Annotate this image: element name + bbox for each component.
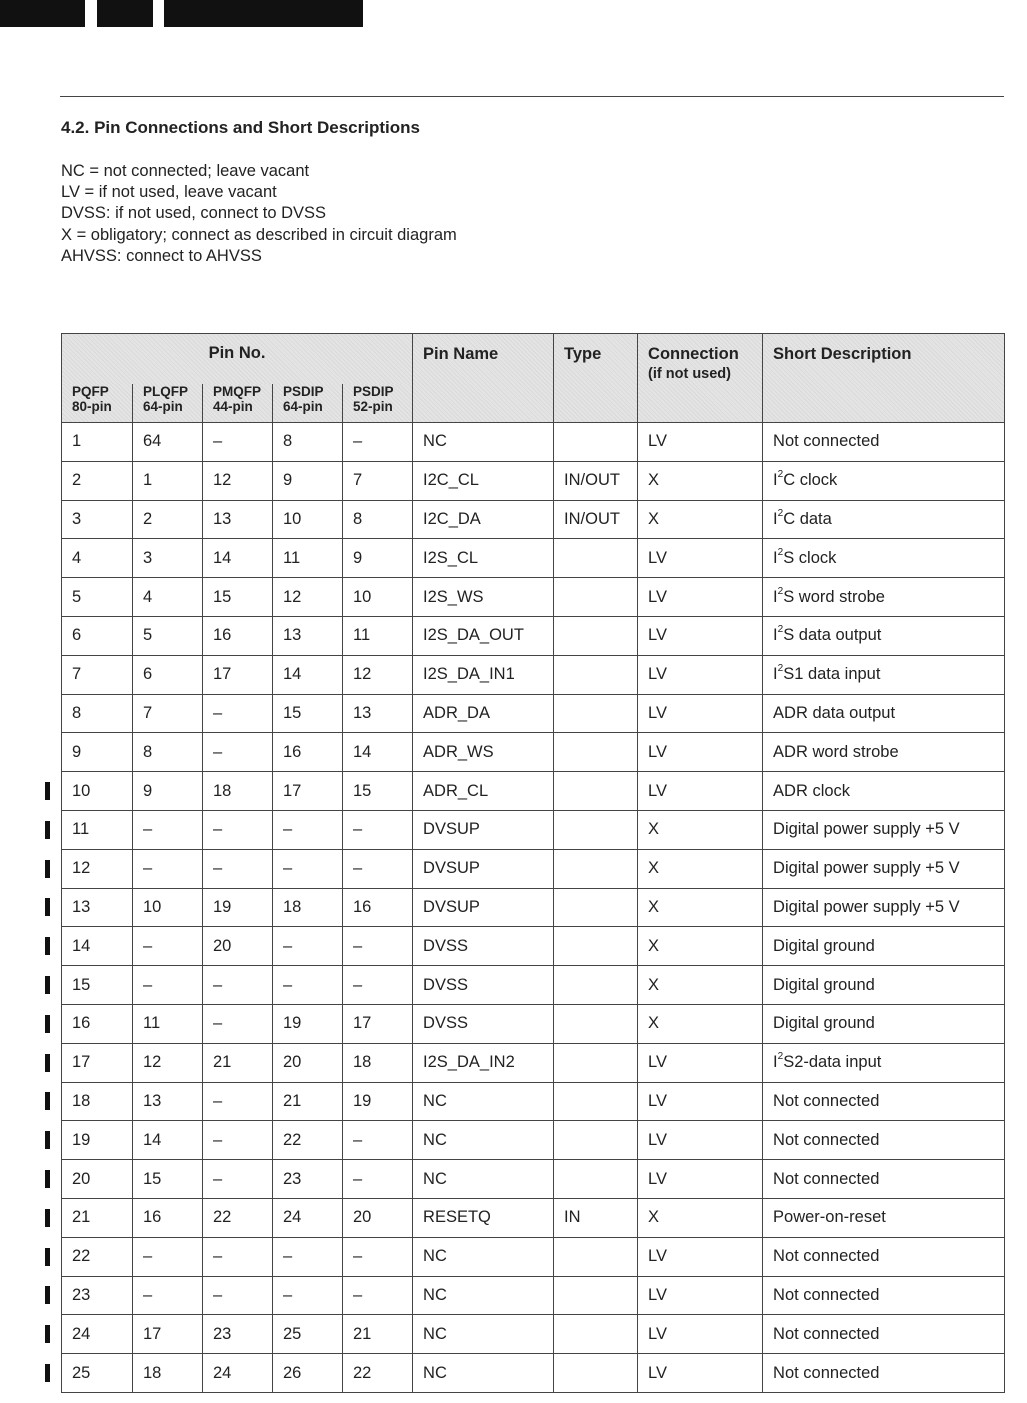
abbreviation-legend bbox=[61, 161, 457, 267]
change-bar bbox=[45, 1248, 50, 1266]
pin-pqfp80-cell: 1 bbox=[62, 423, 133, 462]
pin-name-cell: I2S_CL bbox=[413, 539, 554, 578]
pin-pmqfp44-cell: – bbox=[203, 1160, 273, 1199]
pin-name-cell: I2S_WS bbox=[413, 578, 554, 617]
package-header-psdip52: PSDIP 52-pin bbox=[343, 384, 413, 423]
pin-psdip52-cell: – bbox=[343, 849, 413, 888]
pin-plqfp64-cell: 4 bbox=[133, 578, 203, 617]
change-bar bbox=[45, 1325, 50, 1343]
pin-plqfp64-cell: – bbox=[133, 927, 203, 966]
pin-type-cell bbox=[554, 810, 638, 849]
pin-description-cell: Digital ground bbox=[763, 927, 1005, 966]
pin-connection-cell: LV bbox=[638, 1276, 763, 1315]
pin-description-cell: Digital ground bbox=[763, 1004, 1005, 1043]
pin-description-cell: Not connected bbox=[763, 1237, 1005, 1276]
pin-plqfp64-cell: – bbox=[133, 1276, 203, 1315]
pin-psdip52-cell: 9 bbox=[343, 539, 413, 578]
pin-pmqfp44-cell: 18 bbox=[203, 772, 273, 811]
pin-name-cell: NC bbox=[413, 1160, 554, 1199]
pin-pqfp80-cell: 12 bbox=[62, 849, 133, 888]
pin-description-cell: $I^2C$ clock bbox=[763, 461, 1005, 500]
pin-pmqfp44-cell: – bbox=[203, 966, 273, 1005]
pin-psdip52-cell: 7 bbox=[343, 461, 413, 500]
pin-pqfp80-cell: 7 bbox=[62, 655, 133, 694]
pin-psdip52-cell: – bbox=[343, 1121, 413, 1160]
pin-connection-cell: X bbox=[638, 849, 763, 888]
pin-psdip64-cell: 20 bbox=[273, 1043, 343, 1082]
pin-name-cell: I2S_DA_IN2 bbox=[413, 1043, 554, 1082]
table-row bbox=[62, 578, 1005, 617]
pin-type-cell bbox=[554, 1354, 638, 1393]
pin-type-cell bbox=[554, 1004, 638, 1043]
pin-pqfp80-cell: 23 bbox=[62, 1276, 133, 1315]
pin-description-cell: Not connected bbox=[763, 423, 1005, 462]
pin-name-cell: NC bbox=[413, 1276, 554, 1315]
pin-type-cell bbox=[554, 1237, 638, 1276]
pin-plqfp64-cell: – bbox=[133, 966, 203, 1005]
pin-pmqfp44-cell: 21 bbox=[203, 1043, 273, 1082]
pin-pqfp80-cell: 13 bbox=[62, 888, 133, 927]
pin-plqfp64-cell: 17 bbox=[133, 1315, 203, 1354]
table-row bbox=[62, 810, 1005, 849]
pin-psdip52-cell: 21 bbox=[343, 1315, 413, 1354]
pin-description-cell: Not connected bbox=[763, 1160, 1005, 1199]
pin-pqfp80-cell: 16 bbox=[62, 1004, 133, 1043]
change-bar bbox=[45, 1286, 50, 1304]
pin-description-cell: $I^2S$ word strobe bbox=[763, 578, 1005, 617]
pin-psdip64-cell: 23 bbox=[273, 1160, 343, 1199]
pin-psdip64-cell: – bbox=[273, 1276, 343, 1315]
pin-plqfp64-cell: – bbox=[133, 849, 203, 888]
pin-psdip64-cell: 13 bbox=[273, 616, 343, 655]
change-bar bbox=[45, 1131, 50, 1149]
pin-pqfp80-cell: 18 bbox=[62, 1082, 133, 1121]
pin-psdip64-cell: – bbox=[273, 849, 343, 888]
pin-name-header: Pin Name bbox=[413, 334, 554, 423]
package-header-psdip64: PSDIP 64-pin bbox=[273, 384, 343, 423]
pin-pqfp80-cell: 5 bbox=[62, 578, 133, 617]
pin-connection-cell: LV bbox=[638, 1354, 763, 1393]
change-bar bbox=[45, 860, 50, 878]
pin-pmqfp44-cell: – bbox=[203, 1082, 273, 1121]
pin-pmqfp44-cell: – bbox=[203, 694, 273, 733]
pin-psdip64-cell: 16 bbox=[273, 733, 343, 772]
pin-pmqfp44-cell: 20 bbox=[203, 927, 273, 966]
pin-description-cell: Not connected bbox=[763, 1276, 1005, 1315]
pin-name-cell: I2S_DA_IN1 bbox=[413, 655, 554, 694]
change-bar bbox=[45, 1209, 50, 1227]
pin-plqfp64-cell: 5 bbox=[133, 616, 203, 655]
pin-pmqfp44-cell: 13 bbox=[203, 500, 273, 539]
table-row bbox=[62, 1315, 1005, 1354]
pin-description-cell: Not connected bbox=[763, 1354, 1005, 1393]
pin-plqfp64-cell: 64 bbox=[133, 423, 203, 462]
pin-psdip52-cell: 16 bbox=[343, 888, 413, 927]
pin-pmqfp44-cell: 24 bbox=[203, 1354, 273, 1393]
pin-type-cell bbox=[554, 1082, 638, 1121]
pin-pqfp80-cell: 25 bbox=[62, 1354, 133, 1393]
pin-name-cell: NC bbox=[413, 1315, 554, 1354]
pin-connection-cell: X bbox=[638, 1004, 763, 1043]
section-rule bbox=[60, 96, 1004, 97]
pin-description-cell: $I^2S1$ data input bbox=[763, 655, 1005, 694]
pin-psdip64-cell: 9 bbox=[273, 461, 343, 500]
pin-description-cell: Digital power supply +5 V bbox=[763, 849, 1005, 888]
pin-psdip52-cell: 22 bbox=[343, 1354, 413, 1393]
change-bar bbox=[45, 1015, 50, 1033]
pin-psdip52-cell: 17 bbox=[343, 1004, 413, 1043]
table-row bbox=[62, 1121, 1005, 1160]
pin-psdip52-cell: 14 bbox=[343, 733, 413, 772]
pin-plqfp64-cell: 15 bbox=[133, 1160, 203, 1199]
package-header-pqfp80: PQFP 80-pin bbox=[62, 384, 133, 423]
pin-pqfp80-cell: 19 bbox=[62, 1121, 133, 1160]
pin-description-cell: Digital power supply +5 V bbox=[763, 810, 1005, 849]
pin-connection-cell: LV bbox=[638, 1315, 763, 1354]
pin-description-cell: Power-on-reset bbox=[763, 1198, 1005, 1237]
pin-pmqfp44-cell: – bbox=[203, 733, 273, 772]
pin-pmqfp44-cell: 14 bbox=[203, 539, 273, 578]
pin-type-cell bbox=[554, 1315, 638, 1354]
pin-pmqfp44-cell: – bbox=[203, 849, 273, 888]
pin-connection-cell: LV bbox=[638, 772, 763, 811]
header-tab-1 bbox=[0, 0, 85, 27]
pin-pqfp80-cell: 6 bbox=[62, 616, 133, 655]
pin-psdip64-cell: 17 bbox=[273, 772, 343, 811]
pin-psdip52-cell: 15 bbox=[343, 772, 413, 811]
pin-psdip64-cell: 14 bbox=[273, 655, 343, 694]
pin-type-cell: IN/OUT bbox=[554, 461, 638, 500]
table-row bbox=[62, 423, 1005, 462]
pin-name-cell: DVSS bbox=[413, 1004, 554, 1043]
pin-plqfp64-cell: – bbox=[133, 810, 203, 849]
pin-pqfp80-cell: 10 bbox=[62, 772, 133, 811]
table-row bbox=[62, 1043, 1005, 1082]
pin-pqfp80-cell: 9 bbox=[62, 733, 133, 772]
pin-psdip64-cell: 10 bbox=[273, 500, 343, 539]
pin-connection-cell: LV bbox=[638, 1121, 763, 1160]
pin-connection-cell: X bbox=[638, 1198, 763, 1237]
pin-connection-cell: X bbox=[638, 927, 763, 966]
pin-psdip52-cell: 8 bbox=[343, 500, 413, 539]
pin-name-cell: ADR_CL bbox=[413, 772, 554, 811]
pin-name-cell: DVSUP bbox=[413, 888, 554, 927]
table-row bbox=[62, 500, 1005, 539]
pin-type-cell bbox=[554, 849, 638, 888]
table-row bbox=[62, 1237, 1005, 1276]
pin-pqfp80-cell: 17 bbox=[62, 1043, 133, 1082]
pin-no-header: Pin No. bbox=[62, 334, 413, 385]
pin-psdip52-cell: 12 bbox=[343, 655, 413, 694]
pin-psdip64-cell: 25 bbox=[273, 1315, 343, 1354]
pin-pqfp80-cell: 14 bbox=[62, 927, 133, 966]
legend-line: DVSS: if not used, connect to DVSS bbox=[61, 204, 327, 223]
pin-psdip64-cell: – bbox=[273, 810, 343, 849]
change-bar bbox=[45, 1092, 50, 1110]
pin-name-cell: NC bbox=[413, 423, 554, 462]
pin-pmqfp44-cell: – bbox=[203, 1004, 273, 1043]
connection-header bbox=[638, 334, 763, 423]
pin-plqfp64-cell: – bbox=[133, 1237, 203, 1276]
pin-type-cell bbox=[554, 888, 638, 927]
header-tab-3 bbox=[164, 0, 363, 27]
pin-psdip64-cell: 15 bbox=[273, 694, 343, 733]
change-bar bbox=[45, 821, 50, 839]
pin-plqfp64-cell: 11 bbox=[133, 1004, 203, 1043]
pin-type-cell bbox=[554, 733, 638, 772]
header-tab-2 bbox=[97, 0, 153, 27]
pin-type-cell bbox=[554, 966, 638, 1005]
table-row bbox=[62, 888, 1005, 927]
table-row bbox=[62, 694, 1005, 733]
pin-psdip64-cell: – bbox=[273, 927, 343, 966]
change-bar bbox=[45, 976, 50, 994]
pin-pqfp80-cell: 3 bbox=[62, 500, 133, 539]
pin-connection-cell: LV bbox=[638, 694, 763, 733]
pin-description-cell: $I^2S$ data output bbox=[763, 616, 1005, 655]
pin-connection-cell: LV bbox=[638, 1043, 763, 1082]
pin-psdip52-cell: 20 bbox=[343, 1198, 413, 1237]
table-row bbox=[62, 966, 1005, 1005]
pin-psdip52-cell: – bbox=[343, 1237, 413, 1276]
pin-connection-cell: LV bbox=[638, 539, 763, 578]
pin-connection-cell: LV bbox=[638, 655, 763, 694]
pin-connection-cell: LV bbox=[638, 578, 763, 617]
pin-description-cell: Not connected bbox=[763, 1121, 1005, 1160]
pin-connection-cell: LV bbox=[638, 1082, 763, 1121]
pin-type-cell bbox=[554, 694, 638, 733]
pin-table bbox=[61, 333, 1005, 1393]
pin-connection-cell: X bbox=[638, 810, 763, 849]
table-row bbox=[62, 1198, 1005, 1237]
table-row bbox=[62, 772, 1005, 811]
pin-plqfp64-cell: 8 bbox=[133, 733, 203, 772]
pin-name-cell: I2S_DA_OUT bbox=[413, 616, 554, 655]
connection-header-sub: (if not used) bbox=[648, 366, 731, 382]
pin-type-cell bbox=[554, 1121, 638, 1160]
pin-connection-cell: X bbox=[638, 966, 763, 1005]
pin-description-cell: Not connected bbox=[763, 1082, 1005, 1121]
pin-plqfp64-cell: 2 bbox=[133, 500, 203, 539]
pin-psdip64-cell: 18 bbox=[273, 888, 343, 927]
pin-connection-cell: X bbox=[638, 500, 763, 539]
pin-psdip64-cell: 21 bbox=[273, 1082, 343, 1121]
pin-pmqfp44-cell: 23 bbox=[203, 1315, 273, 1354]
pin-type-cell bbox=[554, 655, 638, 694]
pin-plqfp64-cell: 13 bbox=[133, 1082, 203, 1121]
pin-psdip52-cell: 13 bbox=[343, 694, 413, 733]
pin-type-cell bbox=[554, 539, 638, 578]
pin-description-cell: Not connected bbox=[763, 1315, 1005, 1354]
pin-type-cell: IN/OUT bbox=[554, 500, 638, 539]
table-row bbox=[62, 1160, 1005, 1199]
pin-name-cell: ADR_DA bbox=[413, 694, 554, 733]
pin-psdip52-cell: – bbox=[343, 966, 413, 1005]
pin-connection-cell: X bbox=[638, 461, 763, 500]
pin-plqfp64-cell: 1 bbox=[133, 461, 203, 500]
change-bar bbox=[45, 898, 50, 916]
table-row bbox=[62, 655, 1005, 694]
pin-name-cell: NC bbox=[413, 1121, 554, 1160]
pin-psdip64-cell: – bbox=[273, 966, 343, 1005]
pin-psdip52-cell: 10 bbox=[343, 578, 413, 617]
pin-description-cell: $I^2S2$-data input bbox=[763, 1043, 1005, 1082]
pin-pqfp80-cell: 11 bbox=[62, 810, 133, 849]
pin-pqfp80-cell: 15 bbox=[62, 966, 133, 1005]
pin-type-cell bbox=[554, 423, 638, 462]
pin-plqfp64-cell: 3 bbox=[133, 539, 203, 578]
table-row bbox=[62, 1354, 1005, 1393]
pin-psdip52-cell: – bbox=[343, 927, 413, 966]
table-row bbox=[62, 616, 1005, 655]
pin-psdip64-cell: 22 bbox=[273, 1121, 343, 1160]
pin-psdip52-cell: – bbox=[343, 1160, 413, 1199]
pin-plqfp64-cell: 16 bbox=[133, 1198, 203, 1237]
legend-line: X = obligatory; connect as described in circuit diagram bbox=[61, 225, 457, 244]
pin-pqfp80-cell: 2 bbox=[62, 461, 133, 500]
pin-pqfp80-cell: 24 bbox=[62, 1315, 133, 1354]
pin-description-cell: ADR clock bbox=[763, 772, 1005, 811]
pin-pmqfp44-cell: 16 bbox=[203, 616, 273, 655]
pin-name-cell: NC bbox=[413, 1237, 554, 1276]
change-bar bbox=[45, 1054, 50, 1072]
pin-plqfp64-cell: 7 bbox=[133, 694, 203, 733]
pin-plqfp64-cell: 6 bbox=[133, 655, 203, 694]
pin-pmqfp44-cell: 12 bbox=[203, 461, 273, 500]
table-row bbox=[62, 733, 1005, 772]
pin-type-cell bbox=[554, 927, 638, 966]
pin-description-cell: Digital ground bbox=[763, 966, 1005, 1005]
pin-plqfp64-cell: 14 bbox=[133, 1121, 203, 1160]
table-row bbox=[62, 1082, 1005, 1121]
change-bar bbox=[45, 937, 50, 955]
pin-name-cell: DVSS bbox=[413, 927, 554, 966]
pin-name-cell: DVSUP bbox=[413, 849, 554, 888]
pin-description-cell: $I^2C$ data bbox=[763, 500, 1005, 539]
pin-type-cell bbox=[554, 772, 638, 811]
change-bar bbox=[45, 1364, 50, 1382]
pin-connection-cell: LV bbox=[638, 1160, 763, 1199]
pin-pmqfp44-cell: – bbox=[203, 423, 273, 462]
pin-pqfp80-cell: 4 bbox=[62, 539, 133, 578]
legend-line: AHVSS: connect to AHVSS bbox=[61, 246, 262, 265]
connection-header-label: Connection bbox=[648, 345, 739, 363]
pin-name-cell: DVSS bbox=[413, 966, 554, 1005]
pin-psdip52-cell: – bbox=[343, 423, 413, 462]
section-heading: 4.2. Pin Connections and Short Descriptions bbox=[61, 118, 420, 137]
pin-psdip64-cell: 8 bbox=[273, 423, 343, 462]
description-header: Short Description bbox=[763, 334, 1005, 423]
pin-pmqfp44-cell: 19 bbox=[203, 888, 273, 927]
pin-psdip64-cell: – bbox=[273, 1237, 343, 1276]
pin-description-cell: $I^2S$ clock bbox=[763, 539, 1005, 578]
legend-line: LV = if not used, leave vacant bbox=[61, 183, 277, 202]
pin-pqfp80-cell: 8 bbox=[62, 694, 133, 733]
table-row bbox=[62, 1004, 1005, 1043]
pin-name-cell: I2C_CL bbox=[413, 461, 554, 500]
table-row bbox=[62, 1276, 1005, 1315]
pin-psdip64-cell: 12 bbox=[273, 578, 343, 617]
pin-psdip52-cell: 19 bbox=[343, 1082, 413, 1121]
pin-name-cell: RESETQ bbox=[413, 1198, 554, 1237]
pin-type-cell bbox=[554, 1160, 638, 1199]
pin-type-cell bbox=[554, 1043, 638, 1082]
pin-description-cell: Digital power supply +5 V bbox=[763, 888, 1005, 927]
pin-plqfp64-cell: 10 bbox=[133, 888, 203, 927]
pin-plqfp64-cell: 18 bbox=[133, 1354, 203, 1393]
pin-pmqfp44-cell: – bbox=[203, 1121, 273, 1160]
change-bar bbox=[45, 782, 50, 800]
pin-connection-cell: X bbox=[638, 888, 763, 927]
table-row bbox=[62, 849, 1005, 888]
pin-plqfp64-cell: 9 bbox=[133, 772, 203, 811]
pin-pmqfp44-cell: 17 bbox=[203, 655, 273, 694]
pin-psdip64-cell: 26 bbox=[273, 1354, 343, 1393]
pin-pqfp80-cell: 21 bbox=[62, 1198, 133, 1237]
pin-name-cell: ADR_WS bbox=[413, 733, 554, 772]
pin-description-cell: ADR word strobe bbox=[763, 733, 1005, 772]
pin-name-cell: I2C_DA bbox=[413, 500, 554, 539]
pin-psdip64-cell: 19 bbox=[273, 1004, 343, 1043]
table-row bbox=[62, 927, 1005, 966]
pin-type-cell bbox=[554, 578, 638, 617]
pin-pmqfp44-cell: 15 bbox=[203, 578, 273, 617]
pin-type-cell: IN bbox=[554, 1198, 638, 1237]
table-row bbox=[62, 539, 1005, 578]
pin-name-cell: DVSUP bbox=[413, 810, 554, 849]
pin-pmqfp44-cell: – bbox=[203, 810, 273, 849]
pin-psdip64-cell: 11 bbox=[273, 539, 343, 578]
package-header-plqfp64: PLQFP 64-pin bbox=[133, 384, 203, 423]
pin-connection-cell: LV bbox=[638, 1237, 763, 1276]
pin-description-cell: ADR data output bbox=[763, 694, 1005, 733]
pin-name-cell: NC bbox=[413, 1354, 554, 1393]
package-header-pmqfp44: PMQFP 44-pin bbox=[203, 384, 273, 423]
pin-name-cell: NC bbox=[413, 1082, 554, 1121]
pin-connection-cell: LV bbox=[638, 423, 763, 462]
legend-line: NC = not connected; leave vacant bbox=[61, 162, 310, 180]
pin-psdip64-cell: 24 bbox=[273, 1198, 343, 1237]
pin-psdip52-cell: 11 bbox=[343, 616, 413, 655]
table-row bbox=[62, 461, 1005, 500]
pin-pmqfp44-cell: – bbox=[203, 1237, 273, 1276]
pin-plqfp64-cell: 12 bbox=[133, 1043, 203, 1082]
pin-type-cell bbox=[554, 616, 638, 655]
pin-pqfp80-cell: 22 bbox=[62, 1237, 133, 1276]
pin-pqfp80-cell: 20 bbox=[62, 1160, 133, 1199]
change-bar bbox=[45, 1170, 50, 1188]
pin-type-cell bbox=[554, 1276, 638, 1315]
type-header: Type bbox=[554, 334, 638, 423]
pin-connection-cell: LV bbox=[638, 616, 763, 655]
pin-connection-cell: LV bbox=[638, 733, 763, 772]
pin-psdip52-cell: – bbox=[343, 810, 413, 849]
pin-pmqfp44-cell: – bbox=[203, 1276, 273, 1315]
pin-pmqfp44-cell: 22 bbox=[203, 1198, 273, 1237]
pin-psdip52-cell: – bbox=[343, 1276, 413, 1315]
pin-psdip52-cell: 18 bbox=[343, 1043, 413, 1082]
